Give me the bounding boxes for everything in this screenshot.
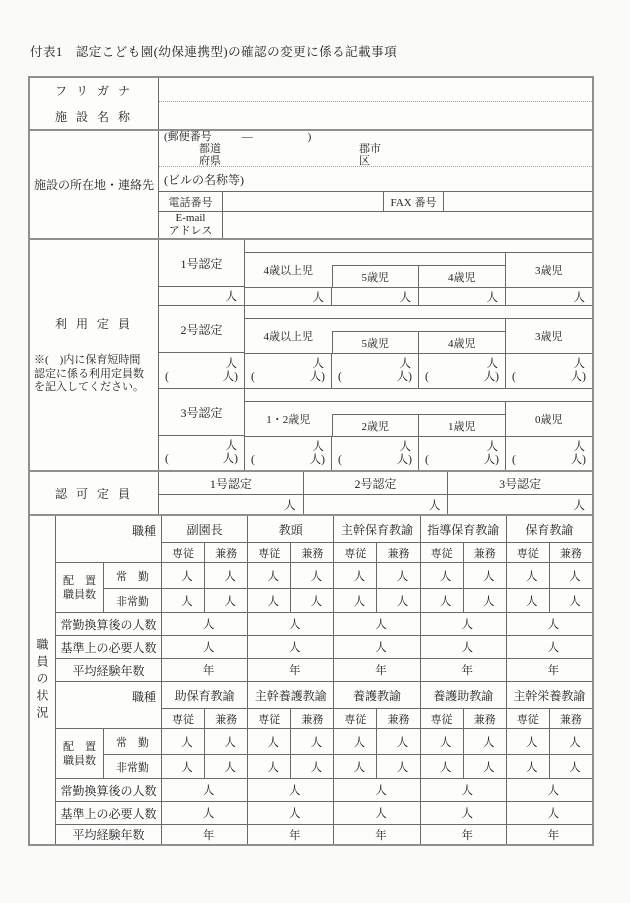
email-row	[159, 212, 592, 238]
st2-duty-senju: 専従	[420, 709, 463, 728]
cert2-label: 2号認定	[159, 306, 244, 353]
st1-job1-header: 副園長	[186, 522, 223, 537]
st1-fulltime-cell[interactable]: 人	[549, 563, 592, 588]
cert2-group-input[interactable]	[245, 354, 331, 388]
building-name-label: (ビルの名称等)	[164, 172, 244, 187]
st2-duty-senju: 専従	[172, 713, 195, 726]
pref-top-label: 都道	[199, 143, 221, 155]
section-facility-name	[30, 78, 592, 129]
placement-label-line1: 配 置	[63, 574, 96, 587]
st1-fte-cell[interactable]: 人	[202, 619, 215, 631]
st2-job5-header: 主幹栄養教諭	[506, 682, 592, 708]
paren-open: (	[425, 371, 429, 383]
st2-parttime-cell[interactable]: 人	[506, 755, 549, 778]
st1-required-label: 基準上の必要人数	[56, 636, 162, 658]
cert2-age-grid	[245, 306, 592, 388]
paren-close: 人)	[396, 371, 412, 383]
st1-parttime-cell[interactable]: 人	[549, 589, 592, 612]
cert2-age-headers	[245, 319, 592, 353]
st1-duty-kenmu: 兼務	[376, 543, 419, 562]
st1-parttime-cell[interactable]: 人	[420, 589, 463, 612]
paren-open: (	[512, 453, 516, 466]
section-address	[30, 129, 592, 238]
paren-close: 人)	[222, 453, 238, 465]
st1-experience-cell[interactable]: 年	[202, 665, 215, 677]
placement-label-line2: 職員数	[63, 754, 96, 767]
cert1-subage-wrap	[332, 253, 505, 287]
section-capacity	[30, 238, 592, 470]
spacer	[332, 402, 505, 415]
phone-row	[159, 192, 592, 212]
postal-prefix: (郵便番号	[164, 131, 212, 143]
st1-fulltime-cell[interactable]: 人	[506, 563, 549, 588]
st2-fulltime-cell[interactable]: 人	[204, 729, 247, 754]
st2-fulltime-cell[interactable]: 人	[549, 729, 592, 754]
st1-fte-cell[interactable]: 人	[420, 613, 506, 635]
st2-required-label: 基準上の必要人数	[56, 802, 162, 824]
licensed-cert2-header: 2号認定	[303, 472, 448, 494]
cert1-age4-header: 4歳児	[448, 271, 476, 284]
licensed-label: 認 可 定 員	[54, 486, 133, 501]
st2-fulltime-cell[interactable]: 人	[376, 729, 419, 754]
capacity-block-cert2	[159, 306, 592, 389]
st2-experience-cell[interactable]: 年	[247, 825, 333, 844]
st2-fte-cell[interactable]: 人	[420, 779, 506, 801]
cert3-age-headers	[245, 402, 592, 436]
st1-duty-senju: 専従	[420, 543, 463, 562]
cert1-group-input[interactable]: 人	[312, 291, 324, 304]
st2-fulltime-cell[interactable]: 人	[506, 729, 549, 754]
st2-placement-band	[56, 728, 592, 778]
st1-experience-cell[interactable]: 年	[506, 659, 592, 681]
postal-address-input[interactable]	[159, 131, 592, 167]
address-value-column	[158, 131, 592, 238]
st2-fte-label: 常勤換算後の人数	[56, 779, 162, 801]
st1-required-cell[interactable]: 人	[333, 636, 419, 658]
unit-person: 人	[486, 358, 498, 370]
st2-parttime-cell[interactable]: 人	[290, 755, 333, 778]
st2-parttime-cell[interactable]: 人	[549, 755, 592, 778]
capacity-block-cert1	[159, 240, 592, 306]
facility-name-value-column	[158, 78, 592, 129]
st2-experience-cell[interactable]: 年	[202, 829, 215, 842]
licensed-grid	[158, 472, 592, 514]
cert1-subage-headers	[332, 266, 505, 287]
st2-parttime-label: 非常勤	[104, 755, 162, 778]
cert3-data-row	[245, 436, 592, 470]
unit-person: 人	[399, 440, 411, 453]
cert3-group-header: 1・2歳児	[266, 414, 311, 426]
spacer	[245, 389, 592, 402]
st2-duty-senju: 専従	[333, 709, 376, 728]
email-label-line1: E-mail	[175, 212, 206, 224]
unit-person: 人	[486, 440, 498, 453]
facility-name-label-column	[30, 78, 158, 129]
st1-job3-header: 主幹保育教諭	[333, 516, 419, 542]
st2-experience-cell[interactable]: 年	[420, 825, 506, 844]
st2-job-row	[162, 682, 592, 708]
st2-required-cell[interactable]: 人	[420, 802, 506, 824]
st1-duty-kenmu: 兼務	[204, 543, 247, 562]
st2-fulltime-cell[interactable]: 人	[420, 729, 463, 754]
st2-fte-cell[interactable]: 人	[506, 779, 592, 801]
st1-required-cell[interactable]: 人	[506, 636, 592, 658]
st2-experience-cell[interactable]: 年	[506, 825, 592, 844]
licensed-cert1-input[interactable]: 人	[284, 499, 296, 512]
st1-experience-cell[interactable]: 年	[420, 659, 506, 681]
st1-required-cell[interactable]: 人	[420, 636, 506, 658]
cert2-label-column	[159, 306, 245, 388]
st1-duty-senju: 専従	[333, 543, 376, 562]
cert1-age-headers	[245, 253, 592, 287]
st1-duty-row	[162, 542, 592, 562]
unit-person: 人	[225, 357, 237, 370]
st2-job1-header: 助保育教諭	[174, 688, 235, 703]
st1-parttime-cell[interactable]: 人	[290, 589, 333, 612]
cert2-age5-header: 5歳児	[332, 332, 420, 353]
cert3-age2-header: 2歳児	[332, 415, 420, 436]
st1-experience-cell[interactable]: 年	[333, 659, 419, 681]
paren-close: 人)	[570, 371, 586, 383]
st1-placement-band	[56, 562, 592, 612]
capacity-label-cell	[30, 240, 158, 470]
cert2-total-input[interactable]	[159, 353, 244, 388]
postal-dash: —	[241, 131, 253, 143]
st1-fulltime-cell[interactable]: 人	[463, 563, 506, 588]
cert1-age-grid	[245, 240, 592, 305]
st1-job-row	[162, 516, 592, 542]
unit-person: 人	[573, 358, 585, 370]
st1-job-type-label: 職種	[56, 516, 162, 562]
st2-required-cell[interactable]: 人	[333, 802, 419, 824]
cert2-age3-header: 3歳児	[505, 319, 593, 353]
form-table	[28, 76, 594, 846]
paren-close: 人)	[309, 371, 325, 383]
st1-fulltime-cell[interactable]: 人	[204, 563, 247, 588]
spacer	[245, 306, 592, 319]
cert2-age5-input[interactable]	[331, 354, 418, 388]
cert3-age-grid	[245, 389, 592, 470]
fax-input[interactable]	[444, 192, 592, 211]
st1-duty-kenmu: 兼務	[290, 543, 333, 562]
st1-header-band	[56, 516, 592, 562]
st2-duty-kenmu: 兼務	[376, 709, 419, 728]
unit-person: 人	[225, 440, 237, 452]
cert3-age2-input[interactable]	[331, 437, 418, 470]
cert2-subage-headers	[332, 332, 505, 353]
email-label-line2: アドレス	[168, 225, 213, 237]
cert2-group-header: 4歳以上児	[263, 331, 313, 343]
licensed-header-row	[159, 472, 592, 495]
st1-parttime-cell[interactable]: 人	[247, 589, 290, 612]
st1-parttime-cell[interactable]: 人	[376, 589, 419, 612]
st1-required-cell[interactable]: 人	[202, 642, 215, 654]
spacer	[332, 319, 505, 332]
licensed-cert2-input[interactable]: 人	[303, 495, 448, 514]
cert1-data-row	[245, 287, 592, 305]
staff-table-1	[56, 516, 592, 681]
st1-parttime-cell[interactable]: 人	[333, 589, 376, 612]
staff-tables	[56, 516, 592, 844]
section-staff	[30, 514, 592, 844]
st2-job-type-label: 職種	[56, 682, 162, 728]
placement-label-line1: 配 置	[63, 740, 96, 753]
page-title: 付表1 認定こども園(幼保連携型)の確認の変更に係る記載事項	[30, 45, 398, 59]
spacer	[245, 240, 592, 253]
cert1-label: 1号認定	[159, 240, 244, 287]
st2-job4-header: 養護助教諭	[420, 682, 506, 708]
st1-experience-label: 平均経験年数	[56, 659, 162, 681]
capacity-block-cert3	[159, 389, 592, 470]
unit-person: 人	[312, 440, 324, 453]
cert2-age4-header: 4歳児	[448, 337, 476, 350]
facility-name-label: 施 設 名 称	[54, 109, 133, 124]
cert1-age3-header: 3歳児	[505, 253, 593, 287]
st2-experience-row	[56, 824, 592, 844]
cert3-total-input[interactable]	[159, 436, 244, 470]
st2-required-cell[interactable]: 人	[506, 802, 592, 824]
licensed-cert3-input[interactable]: 人	[447, 495, 592, 514]
email-label	[159, 212, 223, 238]
city-top-label: 郡市	[359, 143, 381, 155]
postal-suffix: )	[307, 131, 312, 143]
capacity-note-line3: を記入してください。	[34, 381, 144, 394]
st2-fte-cell[interactable]: 人	[247, 779, 333, 801]
st1-parttime-cell[interactable]: 人	[506, 589, 549, 612]
spacer	[332, 253, 505, 266]
paren-close: 人)	[483, 371, 499, 383]
cert3-age1-header: 1歳児	[448, 420, 476, 433]
st1-parttime-cell[interactable]: 人	[463, 589, 506, 612]
cert2-age3-input[interactable]	[505, 354, 592, 388]
st2-fulltime-cell[interactable]: 人	[247, 729, 290, 754]
staff-vertical-label: 職員の状況	[30, 516, 56, 844]
cert3-label-column	[159, 389, 245, 470]
st1-fte-cell[interactable]: 人	[333, 613, 419, 635]
staff-table-2	[56, 681, 592, 844]
paren-open: (	[251, 453, 255, 466]
cert1-age3-input[interactable]: 人	[505, 288, 592, 305]
st2-duty-senju: 専従	[247, 709, 290, 728]
st2-fulltime-cell[interactable]: 人	[333, 729, 376, 754]
st1-duty-senju: 専従	[172, 547, 195, 560]
paren-open: (	[251, 371, 255, 383]
st1-job5-header: 保育教諭	[506, 516, 592, 542]
paren-close: 人)	[222, 370, 238, 383]
st2-parttime-cell[interactable]: 人	[420, 755, 463, 778]
paren-close: 人)	[570, 453, 586, 466]
section-licensed-capacity	[30, 470, 592, 514]
phone-input[interactable]	[223, 192, 384, 211]
licensed-cert3-header: 3号認定	[447, 472, 592, 494]
st1-placement-rows	[104, 563, 592, 612]
cert1-group-header: 4歳以上児	[263, 265, 313, 277]
st1-fulltime-cell[interactable]: 人	[247, 563, 290, 588]
cert1-age5-input[interactable]: 人	[331, 288, 418, 305]
st1-experience-cell[interactable]: 年	[247, 659, 333, 681]
capacity-note-line2: 認定に係る利用定員数	[34, 367, 144, 380]
st1-parttime-cell[interactable]: 人	[181, 595, 193, 608]
placement-label-line2: 職員数	[63, 588, 96, 601]
st2-duty-kenmu: 兼務	[204, 709, 247, 728]
st2-parttime-cell[interactable]: 人	[204, 755, 247, 778]
st1-required-cell[interactable]: 人	[247, 636, 333, 658]
st1-duty-kenmu: 兼務	[463, 543, 506, 562]
capacity-label: 利 用 定 員	[54, 317, 133, 332]
cert2-subage-wrap	[332, 319, 505, 353]
paren-open: (	[425, 453, 429, 466]
paren-close: 人)	[396, 453, 412, 466]
st1-fte-row	[56, 612, 592, 635]
st1-placement-label	[56, 563, 104, 612]
facility-name-input[interactable]	[159, 102, 592, 129]
st1-required-row	[56, 635, 592, 658]
paren-open: (	[165, 370, 169, 383]
st2-required-cell[interactable]: 人	[202, 808, 215, 820]
st2-parttime-cell[interactable]: 人	[376, 755, 419, 778]
st1-job2-header: 教頭	[247, 516, 333, 542]
st1-fulltime-label: 常 勤	[104, 563, 162, 588]
unit-person: 人	[399, 358, 411, 370]
st2-parttime-cell[interactable]: 人	[463, 755, 506, 778]
st1-duty-kenmu: 兼務	[549, 543, 592, 562]
st2-duty-senju: 専従	[506, 709, 549, 728]
st2-experience-label: 平均経験年数	[56, 825, 162, 844]
capacity-grid	[158, 240, 592, 470]
st2-parttime-cell[interactable]: 人	[247, 755, 290, 778]
prefecture-line-top	[159, 143, 592, 155]
st2-job-headers	[162, 682, 592, 728]
address-label: 施設の所在地・連絡先	[33, 178, 154, 192]
st2-placement-label	[56, 729, 104, 778]
st1-fulltime-cell[interactable]: 人	[376, 563, 419, 588]
cert3-age1-input[interactable]	[418, 437, 505, 470]
pref-bottom-label: 府県	[199, 155, 221, 167]
furigana-input[interactable]	[159, 78, 592, 102]
st2-fulltime-cell[interactable]: 人	[290, 729, 333, 754]
prefecture-line-bottom	[159, 155, 592, 167]
cert2-age4-input[interactable]	[418, 354, 505, 388]
phone-label: 電話番号	[159, 192, 223, 211]
st1-fulltime-cell[interactable]: 人	[333, 563, 376, 588]
st1-duty-senju: 専従	[247, 543, 290, 562]
cert3-label: 3号認定	[159, 389, 244, 436]
st2-parttime-cell[interactable]: 人	[181, 761, 193, 774]
cert3-age0-header: 0歳児	[505, 402, 593, 436]
paren-open: (	[512, 371, 516, 383]
paren-close: 人)	[309, 453, 325, 466]
building-name-input[interactable]	[159, 167, 592, 192]
paren-open: (	[338, 371, 342, 383]
st2-job2-header: 主幹養護教諭	[247, 682, 333, 708]
cert2-data-row	[245, 353, 592, 388]
st2-duty-kenmu: 兼務	[463, 709, 506, 728]
cert3-subage-wrap	[332, 402, 505, 436]
unit-person: 人	[573, 440, 585, 453]
st2-fulltime-row	[104, 729, 592, 754]
st2-fulltime-cell[interactable]: 人	[181, 736, 193, 749]
st2-required-cell[interactable]: 人	[247, 802, 333, 824]
st2-fulltime-cell[interactable]: 人	[463, 729, 506, 754]
cert1-age4-input[interactable]: 人	[418, 288, 505, 305]
st1-parttime-label: 非常勤	[104, 589, 162, 612]
st2-experience-cell[interactable]: 年	[333, 825, 419, 844]
capacity-note-line1: ※( )内に保育短時間	[34, 354, 141, 367]
cert3-subage-headers	[332, 415, 505, 436]
capacity-note	[32, 354, 156, 395]
st1-fulltime-cell[interactable]: 人	[181, 570, 193, 583]
st2-duty-kenmu: 兼務	[549, 709, 592, 728]
cert1-label-column	[159, 240, 245, 305]
licensed-data-row	[159, 495, 592, 514]
paren-close: 人)	[483, 453, 499, 466]
st1-experience-row	[56, 658, 592, 681]
paren-open: (	[165, 453, 169, 465]
st2-placement-rows	[104, 729, 592, 778]
furigana-label: フ リ ガ ナ	[54, 84, 133, 99]
st2-fte-row	[56, 778, 592, 801]
st2-required-row	[56, 801, 592, 824]
paren-open: (	[338, 453, 342, 466]
st2-parttime-row	[104, 754, 592, 778]
st2-duty-kenmu: 兼務	[290, 709, 333, 728]
st2-header-band	[56, 682, 592, 728]
city-bottom-label: 区	[359, 155, 370, 167]
st1-parttime-cell[interactable]: 人	[204, 589, 247, 612]
st2-fulltime-label: 常 勤	[104, 729, 162, 754]
st1-duty-senju: 専従	[506, 543, 549, 562]
st2-job3-header: 養護教諭	[333, 682, 419, 708]
st1-fte-cell[interactable]: 人	[506, 613, 592, 635]
unit-person: 人	[312, 358, 324, 370]
cert1-age5-header: 5歳児	[332, 266, 420, 287]
email-input[interactable]	[223, 212, 592, 238]
st1-job4-header: 指導保育教諭	[420, 516, 506, 542]
st1-fulltime-cell[interactable]: 人	[420, 563, 463, 588]
st2-parttime-cell[interactable]: 人	[333, 755, 376, 778]
licensed-cert1-header: 1号認定	[209, 476, 252, 491]
st2-fte-cell[interactable]: 人	[202, 785, 215, 797]
st1-job-headers	[162, 516, 592, 562]
st1-fulltime-row	[104, 563, 592, 588]
st1-fulltime-cell[interactable]: 人	[290, 563, 333, 588]
st1-fte-cell[interactable]: 人	[247, 613, 333, 635]
st2-fte-cell[interactable]: 人	[333, 779, 419, 801]
st1-parttime-row	[104, 588, 592, 612]
st1-fte-label: 常勤換算後の人数	[56, 613, 162, 635]
fax-label: FAX 番号	[384, 192, 444, 211]
cert3-group-input[interactable]	[245, 437, 331, 470]
cert1-total-input[interactable]: 人	[225, 291, 237, 303]
st2-duty-row	[162, 708, 592, 728]
cert3-age0-input[interactable]	[505, 437, 592, 470]
postal-line	[159, 131, 592, 143]
